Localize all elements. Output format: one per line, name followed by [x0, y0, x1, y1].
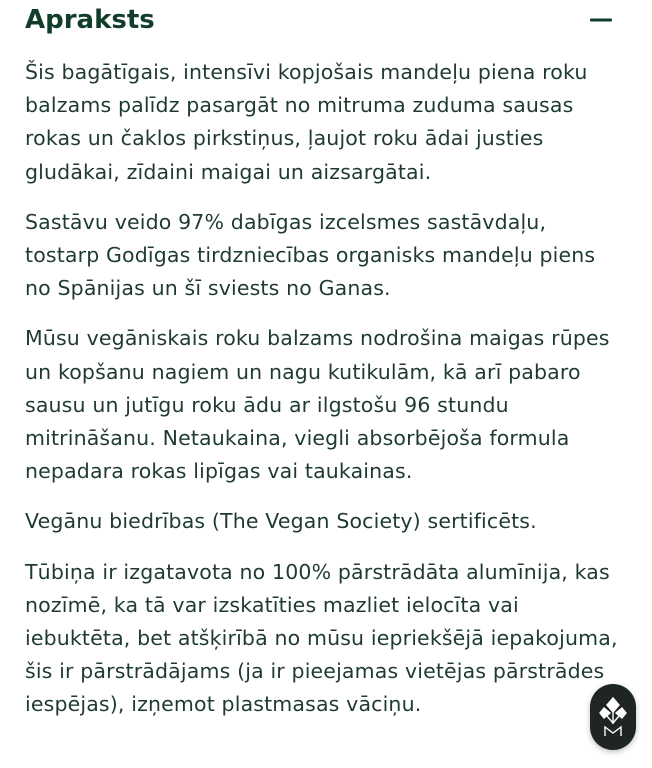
description-paragraph: Tūbiņa ir izgatavota no 100% pārstrādāta alumīnija, kas nozīmē, ka tā var izskatīties mazliet ielocīta vai iebuktēta, bet atšķirībā no mūsu iepriekšējā iepakojuma, šis ir pārstrādājams (ja ir pieejamas vietējas pārstrādes iespējas), izņemot plastmasas vāciņu. [25, 559, 618, 717]
section-title: Apraksts [25, 5, 155, 35]
description-paragraph: Sastāvu veido 97% dabīgas izcelsmes sastāvdaļu, tostarp Godīgas tirdzniecības organisks mandeļu piens no Spānijas un šī sviests no Ganas. [25, 209, 596, 301]
description-body [25, 56, 625, 739]
description-paragraph: Vegānu biedrības (The Vegan Society) sertificēts. [25, 509, 537, 534]
description-paragraph: Mūsu vegāniskais roku balzams nodrošina maigas rūpes un kopšanu nagiem un nagu kutikulām, kā arī pabaro sausu un jutīgu roku ādu ar ilgstošu 96 stundu mitrināšanu. Netaukaina, viegli absorbējoša formula nepadara rokas lipīgas vai taukainas. [25, 326, 610, 484]
collapse-button[interactable] [589, 8, 613, 32]
brand-chat-button[interactable] [590, 684, 636, 750]
minus-icon [589, 8, 613, 32]
brand-logo-icon [598, 696, 628, 738]
description-accordion-header[interactable] [25, 0, 613, 40]
description-paragraph: Šis bagātīgais, intensīvi kopjošais mandeļu piena roku balzams palīdz pasargāt no mitruma zuduma sausas rokas un čaklos pirkstiņus, ļaujot roku ādai justies gludākai, zīdaini maigai un aizsargātai. [25, 60, 588, 184]
